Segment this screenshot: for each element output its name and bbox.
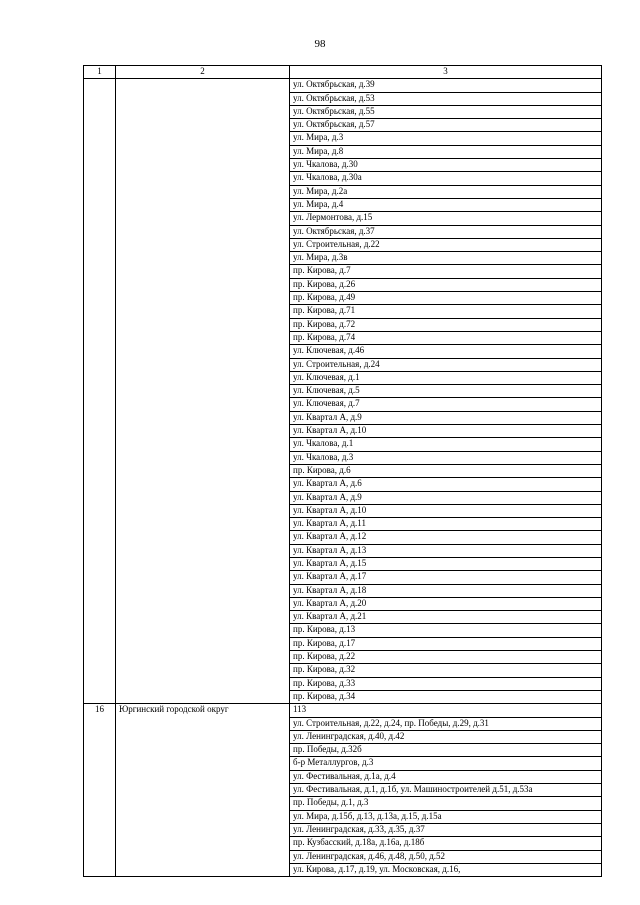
- address-cell: ул. Квартал А, д.6: [290, 478, 602, 491]
- table-row: [84, 704, 602, 717]
- address-cell: ул. Квартал А, д.17: [290, 571, 602, 584]
- address-cell: пр. Победы, д.32б: [290, 744, 602, 757]
- address-cell: ул. Октябрьская, д.37: [290, 225, 602, 238]
- address-cell: ул. Фестивальная, д.1, д.1б, ул. Машиностроителей д.51, д.53а: [290, 784, 602, 797]
- address-cell: ул. Мира, д.3в: [290, 252, 602, 265]
- address-cell: пр. Кирова, д.26: [290, 278, 602, 291]
- address-cell: ул. Ключевая, д.7: [290, 398, 602, 411]
- address-cell: ул. Ключевая, д.46: [290, 345, 602, 358]
- address-cell: ул. Октябрьская, д.55: [290, 105, 602, 118]
- address-cell: пр. Кирова, д.22: [290, 651, 602, 664]
- page-number: 98: [314, 38, 326, 50]
- address-cell: ул. Мира, д.3: [290, 132, 602, 145]
- address-cell: ул. Чкалова, д.30: [290, 159, 602, 172]
- address-cell: пр. Кирова, д.33: [290, 677, 602, 690]
- address-cell: пр. Кирова, д.49: [290, 292, 602, 305]
- address-cell: ул. Мира, д.2а: [290, 185, 602, 198]
- address-cell: ул. Фестивальная, д.1а, д.4: [290, 770, 602, 783]
- address-cell: ул. Квартал А, д.21: [290, 611, 602, 624]
- address-cell: ул. Квартал А, д.9: [290, 411, 602, 424]
- address-cell: пр. Кирова, д.7: [290, 265, 602, 278]
- address-cell: ул. Строительная, д.24: [290, 358, 602, 371]
- address-cell: пр. Кузбасский, д.18а, д.16а, д.18б: [290, 837, 602, 850]
- address-cell: ул. Чкалова, д.1: [290, 438, 602, 451]
- address-cell: ул. Кирова, д.17, д.19, ул. Московская, д.16,: [290, 863, 602, 876]
- address-cell: пр. Кирова, д.71: [290, 305, 602, 318]
- address-cell: пр. Кирова, д.74: [290, 331, 602, 344]
- address-cell: ул. Ленинградская, д.33, д.35, д.37: [290, 823, 602, 836]
- address-cell: пр. Кирова, д.6: [290, 464, 602, 477]
- address-cell: ул. Лермонтова, д.15: [290, 212, 602, 225]
- address-cell: ул. Октябрьская, д.53: [290, 92, 602, 105]
- column-header-3: 3: [290, 66, 602, 79]
- address-cell: пр. Кирова, д.13: [290, 624, 602, 637]
- address-cell: пр. Победы, д.1, д.3: [290, 797, 602, 810]
- address-cell: ул. Чкалова, д.30а: [290, 172, 602, 185]
- row-number-cell: [84, 79, 116, 704]
- address-cell: ул. Строительная, д.22: [290, 238, 602, 251]
- address-cell: ул. Квартал А, д.11: [290, 518, 602, 531]
- address-cell: ул. Ленинградская, д.46, д.48, д.50, д.52: [290, 850, 602, 863]
- table-header-row: [84, 66, 602, 79]
- address-cell: ул. Мира, д.4: [290, 198, 602, 211]
- address-cell: пр. Кирова, д.34: [290, 690, 602, 703]
- address-cell: ул. Квартал А, д.18: [290, 584, 602, 597]
- address-cell: ул. Квартал А, д.10: [290, 504, 602, 517]
- address-cell: ул. Октябрьская, д.57: [290, 119, 602, 132]
- column-header-1: 1: [84, 66, 116, 79]
- address-cell: ул. Квартал А, д.9: [290, 491, 602, 504]
- address-cell: ул. Квартал А, д.13: [290, 544, 602, 557]
- address-cell: ул. Ленинградская, д.40, д.42: [290, 730, 602, 743]
- table-body: [84, 79, 602, 877]
- address-cell: пр. Кирова, д.17: [290, 637, 602, 650]
- address-cell: ул. Ключевая, д.5: [290, 385, 602, 398]
- municipality-name-cell: Юргинский городской округ: [116, 704, 290, 877]
- address-cell: ул. Октябрьская, д.39: [290, 79, 602, 92]
- address-cell: ул. Чкалова, д.3: [290, 451, 602, 464]
- address-cell: ул. Квартал А, д.10: [290, 425, 602, 438]
- address-cell: ул. Мира, д.15б, д.13, д.13а, д.15, д.15а: [290, 810, 602, 823]
- address-cell: пр. Кирова, д.72: [290, 318, 602, 331]
- address-cell: ул. Квартал А, д.12: [290, 531, 602, 544]
- address-cell: пр. Кирова, д.32: [290, 664, 602, 677]
- address-cell: ул. Ключевая, д.1: [290, 371, 602, 384]
- table-row: [84, 79, 602, 92]
- address-cell: ул. Квартал А, д.20: [290, 597, 602, 610]
- address-cell: ул. Квартал А, д.15: [290, 557, 602, 570]
- address-cell: б-р Металлургов, д.3: [290, 757, 602, 770]
- column-header-2: 2: [116, 66, 290, 79]
- address-cell: 113: [290, 704, 602, 717]
- row-number-cell: 16: [84, 704, 116, 877]
- address-cell: ул. Строительная, д.22, д.24, пр. Победы, д.29, д.31: [290, 717, 602, 730]
- municipality-cell: [116, 79, 290, 704]
- address-cell: ул. Мира, д.8: [290, 145, 602, 158]
- address-table: [83, 65, 602, 877]
